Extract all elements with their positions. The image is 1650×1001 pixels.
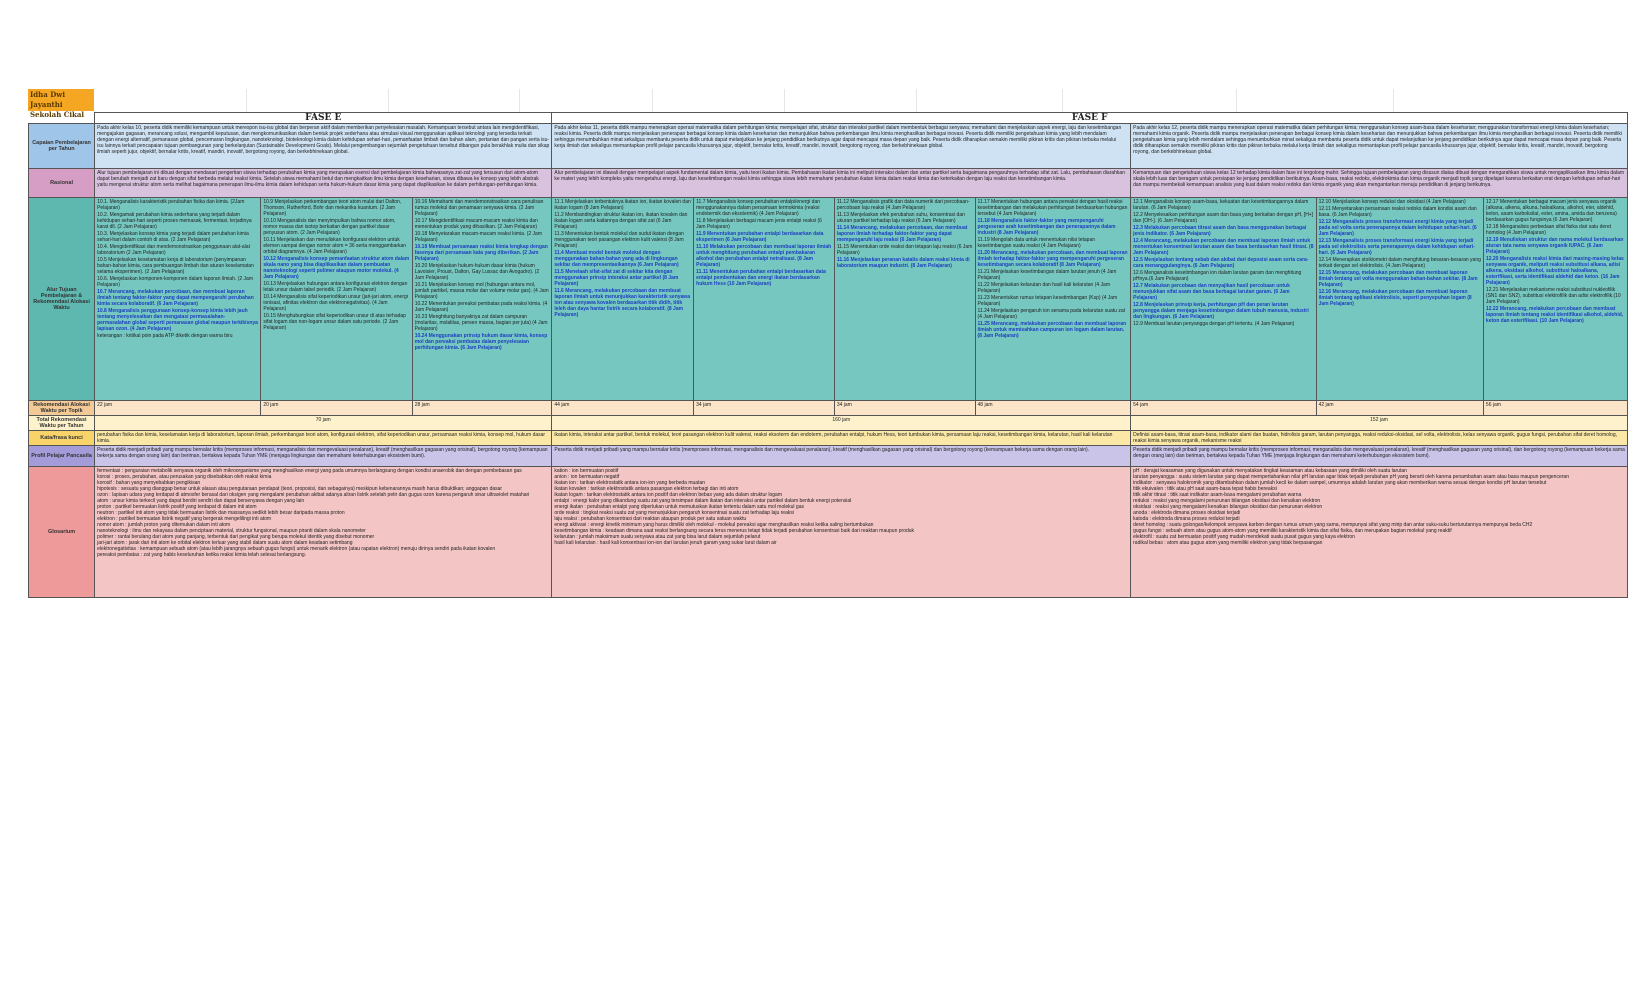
- alur-item: 12.20 Menganalisis reaksi kimia dari masing-masing kelas senyawa organik, meliputi reaksi substitusi alkana, adisi alkena, oksidasi alkohol, substitusi haloalkana, esterifikasi, serta identifikasi aldehid dan keton. (16 Jam Pelajaran): [1485, 256, 1624, 286]
- alur-item: 11.14 Merancang, melakukan percobaan, dan membuat laporan ilmiah terhadap faktor-faktor yang dapat mempengaruhi laju reaksi (6 Jam Pelajaran): [836, 225, 968, 243]
- glosarium-entry: katoda : elektroda dimana proses reduksi terjadi: [1133, 516, 1240, 522]
- alur-item: 12.6 Menganalisis kesetimbangan ion dalam larutan garam dan menghitung pHnya.(6 Jam Pelajaran): [1133, 270, 1302, 282]
- rekom-cell[interactable]: 28 jam: [412, 401, 552, 416]
- alur-item: 10.6. Menjelaskan komponen-komponen dalam laporan ilmiah. (2 Jam Pelajaran): [97, 276, 253, 288]
- alur-cell[interactable]: [694, 198, 835, 401]
- alur-cell[interactable]: [552, 198, 694, 401]
- alur-item: 10.22 Menentukan pereaksi pembatas pada reaksi kimia. (4 Jam Pelajaran): [414, 301, 548, 313]
- row-label-glosarium: Glosarium: [29, 467, 95, 598]
- alur-item: 12.11 Menyetarakan persamaan reaksi redoks dalam kondisi asam dan basa. (6 Jam Pelajaran): [1318, 206, 1477, 218]
- total-fase-e[interactable]: 70 jam: [95, 416, 552, 431]
- row-label-profil: Profil Pelajar Pancasila: [29, 446, 95, 467]
- alur-item: 11.25 Merancang, melakukan percobaan dan membuat laporan ilmiah untuk memisahkan campuran ion logam dalam larutan. (8 Jam Pelajaran): [977, 321, 1127, 339]
- alur-item: 11.16 Menjelaskan peranan katalis dalam reaksi kimia di laboratorium maupun industri. (8 Jam Pelajaran): [836, 257, 970, 269]
- alur-item: 11.23 Menentukan rumus tetapan kesetimbangan (Ksp) (4 Jam Pelajaran): [977, 295, 1118, 307]
- glosarium-entry: ozon : lapisan udara yang terdapat di atmosfer berasal dari oksigen yang mengalami perubahan akibat adanya aliran listrik setelah petir dan gugus ozon karena pengaruh sinar ultraviolet matahari: [97, 492, 530, 498]
- alur-cell[interactable]: [261, 198, 412, 401]
- rasional-fase-e[interactable]: Alur tujuan pembelajaran ini dibuat dengan mendasari pengertian siswa terhadap perubahan kimia yang merupakan esensi dari pembelajaran kimia bahwasanya zat-zat yang tersusun dari atom-atom dapat berubah menjadi zat baru dengan sifat berbeda melalui reaksi kimia. Setelah siswa memahami betul dan mengkaitkan ilmu kimia dengan keseharian, siswa dibawa ke konsep yang lebih abstrak yaitu mengenai struktur atom serta melihat bagaimana penerapan ilmu-ilmu kimia dalam kehidupan serta hukum-hukum dasar kimia yang dapat diaplikasikan ke dalam perhitungan-perhitungan kimia.: [95, 169, 552, 198]
- curriculum-sheet: [28, 89, 1628, 598]
- fase-e-header[interactable]: FASE E: [95, 113, 552, 124]
- glosarium-kelas-12[interactable]: [1131, 467, 1628, 598]
- alur-item: 10.1. Menganalisis karakteristik perubahan fisika dan kimia. (2Jam Pelajaran): [97, 199, 245, 211]
- alur-item: 10.5 Menjelaskan keselamatan kerja di laboratorium (penyimpanan bahan-bahan kimia, cara pembuangan limbah dan aturan keselamatan selama eksperimen). (2 Jam Pelajaran): [97, 257, 254, 275]
- fase-f-header[interactable]: FASE F: [552, 113, 1628, 124]
- row-label-total: Total Rekomendasi Waktu per Tahun: [29, 416, 95, 431]
- glosarium-entry: anion : ion bermuatan negatif: [554, 474, 620, 480]
- rekom-cell[interactable]: 42 jam: [1316, 401, 1483, 416]
- glosarium-entry: ikatan kovalen : tarikan elektrostatik antara pasangan elektron terbagi dan inti atom: [554, 486, 739, 492]
- alur-item: 10.11 Menjelaskan dan menuliskan konfigurasi elektron untuk elemen sampai dengan nomor atom = 36 serta menggambarkan orbital diagramnya. (4 Jam Pelajaran): [263, 237, 407, 255]
- glosarium-entry: deret homolog : suatu golongan/kelompok senyawa karbon dengan rumus umum yang sama, mempunyai sifat yang mirip dan antar suku-suku berturutannya mempunyai beda CH2: [1133, 522, 1533, 528]
- glosarium-entry: larutan penyangga : suatu sistem larutan yang dapat mempertahankan nilai pH larutan agar tidak terjadi perubahan pH yang berarti oleh karena penambahan asam atau basa maupun pengenceran: [1133, 474, 1569, 480]
- alur-item: 11.22 Menjelaskan kelarutan dan hasil kali kelarutan (4 Jam Pelajaran): [977, 282, 1110, 294]
- kata-kelas-11[interactable]: ikatan kimia, interaksi antar partikel, bentuk molekul, teori pasangan elektron kulit valensi, reaksi eksoterm dan endoterm, perubahan entalpi, hukum Hess, teori tumbukan kimia, persamaan laju reaksi, kesetimbangan kimia, kelarutan, hasil kali kelarutan: [552, 431, 1131, 446]
- alur-item: 11.10 Melakukan percobaan dan membuat laporan ilmiah untuk menghitung perubahan entalpi pembakaran alkohol dan perubahan entalpi netralisasi. (8 Jam Pelajaran): [696, 244, 832, 268]
- alur-item: keterangan : kritikal poin pada ATP diketik dengan warna biru: [97, 333, 233, 339]
- alur-item: 12.17 Menentukan berbagai macam jenis senyawa organik (alkana, alkena, alkuna, haloalkana, alkohol, eter, aldehid, keton, asam karboksilat, ester, amina, amida dan benzena) berdasarkan gugus fungsinya (6 Jam Pelajaran): [1485, 199, 1617, 223]
- alur-item: 10.21 Menjelaskan konsep mol (hubungan antara mol, jumlah partikel, massa molar dan volume molar gas). (4 Jam Pelajaran): [414, 282, 549, 300]
- glosarium-entry: kation : ion bermuatan positif: [554, 468, 619, 474]
- alur-item: 10.4. Mengidentifikasi dan mendemonstrasikan penggunaan alat-alat laboratorium (2 Jam Pelajaran): [97, 244, 250, 256]
- alur-item: 10.20 Menjelaskan hukum-hukum dasar kimia (hukum Lavoisier, Proust, Dalton, Gay Lussac dan Avogadro). (2 Jam Pelajaran): [414, 263, 540, 281]
- row-label-alur: Alur Tujuan Pembelajaran & Rekomendasi Alokasi Waktu: [29, 198, 95, 401]
- row-label-kata-kunci: Kata/frasa kunci: [29, 431, 95, 446]
- glosarium-entry: orde reaksi : tingkat reaksi suatu zat yang menunjukkan pengaruh konsentrasi suatu zat terhadap laju reaksi: [554, 510, 794, 516]
- rasional-row: [29, 169, 1628, 198]
- glosarium-entry: nanoteknologi : ilmu dan rekayasa dalam penciptaan material, struktur fungsional, maupun piranti dalam skala nanometer: [97, 528, 366, 534]
- glosarium-entry: laju reaksi : perubahan konsentrasi dari reaktan ataupun produk per satu satuan waktu: [554, 516, 747, 522]
- alur-item: 12.5 Menjelaskan tentang sebab dan akibat dari deposisi asam serta cara-cara menanggulanginya. (6 Jam Pelajaran): [1133, 257, 1309, 269]
- glosarium-entry: hipotesis : sesuatu yang dianggap benar untuk alasan atau pengutaraan pendapat (teori, proposisi, dan sebagainya) meskipun kebenarannya masih harus dibuktikan; anggapan dasar: [97, 486, 503, 492]
- glosarium-entry: radikal bebas : atom atau gugus atom yang memiliki elektron yang tidak berpasangan: [1133, 540, 1323, 546]
- alur-item: 11.18 Menganalisis faktor-faktor yang mempengaruhi pergeseran arah kesetimbangan dan penerapannya dalam industri (8 Jam Pelajaran): [977, 218, 1116, 236]
- alur-item: 12.9 Membuat larutan penyangga dengan pH tertentu. (4 Jam Pelajaran): [1133, 321, 1295, 327]
- alur-item: 10.9 Menjelaskan perkembangan teori atom mulai dari Dalton, Thomson, Rutherford, Bohr dan mekanika kuantum. (2 Jam Pelajaran): [263, 199, 402, 217]
- rekom-cell[interactable]: 48 jam: [975, 401, 1131, 416]
- glosarium-entry: pereaksi pembatas : zat yang habis keseluruhan ketika reaksi kimia telah selesai berlangsung.: [97, 552, 307, 558]
- alur-item: 12.19 Menuliskan struktur dan nama molekul berdasarkan aturan tata nama senyawa organik IUPAC. (6 Jam Pelajaran): [1485, 237, 1624, 255]
- alur-item: 12.3 Melakukan percobaan titrasi asam dan basa menggunakan berbagai jenis indikator. (6 Jam Pelajaran): [1133, 225, 1307, 237]
- alur-item: 12.2 Menyelesaikan perhitungan asam dan basa yang berkaitan dengan pH, [H+] dan [OH-]. (6 Jam Pelajaran): [1133, 212, 1314, 224]
- glosarium-entry: energi ikatan : perubahan entalpi yang diperlukan untuk memutuskan ikatan tertentu dalam satu mol molekul gas: [554, 504, 804, 510]
- alur-item: 10.2. Mengamati perubahan kimia sederhana yang terjadi dalam kehidupan sehari-hari seperti proses memasak, fermentasi, terjadinya karat dll. (2 Jam Pelajaran): [97, 212, 252, 230]
- capaian-kelas-11[interactable]: Pada akhir kelas 11, peserta didik mampu menerapkan operasi matematika dalam perhitungan kimia; mempelajari sifat, struktur dan interaksi partikel dalam membentuk berbagai senyawa; memahami dan menjelaskan aspek energi, laju dan kesetimbangan reaksi kimia. Peserta didik mampu menjelaskan penerapan berbagai konsep kimia dalam keseharian dan menunjukkan bahwa perkembangan ilmu kimia menghasilkan berbagai inovasi. Peserta didik memiliki pengetahuan kimia yang lebih mendalam sehingga menumbuhkan minat sekaligus membantu peserta didik untuk dapat melanjutkan ke jenjang pendidikan berikutnya agar dapat mencapai masa depan yang baik. Peserta didik diharapkan semakin memiliki pikiran kritis dan pikiran terbuka melalui kerja ilmiah dan sekaligus memantapkan profil pelajar pancasila khususnya jujur, objektif, bernalar kritis, kreatif, mandiri, inovatif, bergotong royong, dan berkebhinekaan global.: [552, 124, 1131, 169]
- alur-row: [29, 198, 1628, 401]
- alur-item: 11.13 Menjelaskan efek perubahan suhu, konsentrasi dan ukuran partikel terhadap laju reaksi (6 Jam Pelajaran): [836, 212, 965, 224]
- alur-item: 11.9 Menentukan perubahan entalpi berdasarkan data eksperimen (6 Jam Pelajaran): [696, 231, 824, 243]
- alur-cell[interactable]: [1316, 198, 1483, 401]
- alur-item: 12.13 Menganalisis proses transformasi energi kimia yang terjadi pada sel elektrolisis serta penerapannya dalam kehidupan sehari-hari. (6 Jam Pelajaran): [1318, 238, 1475, 256]
- alur-item: 10.3. Menjelaskan konsep kimia yang terjadi dalam perubahan kimia sehari-hari dalam contoh di atas. (2 Jam Pelajaran): [97, 231, 249, 243]
- kata-kunci-row: [29, 431, 1628, 446]
- alur-item: 11.3 Menentukan bentuk molekul dan sudut ikatan dengan menggunakan teori pasangan elektron kulit valensi (8 Jam Pelajaran): [554, 231, 684, 249]
- glosarium-row: [29, 467, 1628, 598]
- alur-item: 11.21 Menjelaskan kesetimbangan dalam larutan jenuh (4 Jam Pelajaran): [977, 269, 1117, 281]
- glosarium-entry: reduksi : reaksi yang mengalami penurunan bilangan oksidasi dan kenaikan elektron: [1133, 498, 1321, 504]
- alur-item: 12.12 Menganalisis proses transformasi energi kimia yang terjadi pada sel volta serta penerapannya dalam kehidupan sehari-hari. (6 Jam Pelajaran): [1318, 219, 1477, 237]
- kata-fase-e[interactable]: perubahan fisika dan kimia, keselamatan kerja di laboratorium, laporan ilmiah, perkembangan teori atom, konfigurasi elektron, sifat keperiodikan unsur, persamaan reaksi kimia, konsep mol, hukum dasar kimia.: [95, 431, 552, 446]
- alur-item: 11.5 Menelaah sifat-sifat zat di sekitar kita dengan menggunakan prinsip interaksi antar partikel (8 Jam Pelajaran): [554, 269, 679, 287]
- alur-cell[interactable]: [95, 198, 261, 401]
- glosarium-entry: ikatan ion : tarikan elektrostatik antara ion-ion yang berbeda muatan: [554, 480, 706, 486]
- alur-item: 11.24 Menjelaskan pengaruh ion senama pada kelarutan suatu zat (4 Jam Pelajaran): [977, 308, 1126, 320]
- profil-fase-e[interactable]: Peserta didik menjadi pribadi yang mampu bernalar kritis (memproses informasi, menganalisis dan mengevaluasi penalaran), kreatif (menghasilkan gagasan yang orisinal), bergotong royong (kemampuan bekerja sama dengan orang lain) dan beriman, bertakwa kepada Tuhan YME (menjaga lingkungan dan memahami keterhubungan ekosistem bumi).: [95, 446, 552, 467]
- capaian-row: [29, 124, 1628, 169]
- alur-item: 10.12 Menganalisis konsep pemanfaatan struktur atom dalam skala nano yang bisa diaplikasikan dalam pembuatan nanoteknologi seperti polimer ataupun motor molekul. (4 Jam Pelajaran): [263, 256, 410, 280]
- alur-item: 11.19 Mengolah data untuk menentukan nilai tetapan kesetimbangan suatu reaksi (4 Jam Pelajaran): [977, 237, 1096, 249]
- alur-item: 11.12 Menganalisis grafik dan data numerik dari percobaan-percobaan laju reaksi (4 Jam Pelajaran): [836, 199, 970, 211]
- alur-item: 11.1 Menjelaskan terbentuknya ikatan ion, ikatan kovalen dan ikatan logam (8 Jam Pelajaran): [554, 199, 691, 211]
- glosarium-entry: neutron : partikel inti atom yang tidak bermuatan listrik dan massanya sedikit lebih besar daripada massa proton: [97, 510, 345, 516]
- rekom-cell[interactable]: 22 jam: [95, 401, 261, 416]
- alur-item: 10.18 Menyetarakan macam-macam reaksi kimia. (2 Jam Pelajaran): [414, 231, 542, 243]
- alur-item: 11.4 Membuat model bentuk molekul dengan menggunakan bahan-bahan yang ada di lingkungan sekitar dan mempresentasikannya (6 Jam Pelajaran): [554, 250, 679, 268]
- alur-item: 12.16 Merancang, melakukan percobaan dan membuat laporan ilmiah tentang aplikasi elektrolisis, seperti penyepuhan logam (8 Jam Pelajaran): [1318, 289, 1472, 307]
- rasional-kelas-11[interactable]: Alur pembelajaran ini diawali dengan mempelajari aspek fundamental dalam kimia, yaitu teori ikatan kimia. Pembahasan ikatan kimia ini meliputi interaksi dalam dan antar partikel serta bagaimana pengaruhnya terhadap sifat zat. Lalu, pembahasan diarahkan ke materi yang lebih kompleks yaitu mengetahui energi, laju dan kesetimbangan reaksi kimia sehingga siswa lebih memahami perubahan ikatan kimia dalam reaksi kimia dan keterkaitan dengan laju reaksi dan kesetimbangan kimia.: [552, 169, 1131, 198]
- glosarium-entry: ikatan logam : tarikan elektrostatik antara ion positif dan elektron bebas yang ada dalam struktur logam: [554, 492, 783, 498]
- alur-item: 11.15 Menentukan orde reaksi dan tetapan laju reaksi (6 Jam Pelajaran): [836, 244, 973, 256]
- total-kelas-11[interactable]: 160 jam: [552, 416, 1131, 431]
- alur-item: 12.14 Menerapkan stoikiometri dalam menghitung besaran-besaran yang terkait dengan sel elektrolisis. (4 Jam Pelajaran): [1318, 257, 1481, 269]
- alur-item: 12.4 Merancang, melakukan percobaan dan membuat laporan ilmiah untuk menentukan konsentrasi larutan asam dan basa berdasarkan hasil titrasi. (8 Jam Pelajaran): [1133, 238, 1314, 256]
- alur-item: 12.22 Merancang, melakukan percobaan dan membuat laporan ilmiah tentang reaksi identifikasi alkohol, aldehid, keton dan esterifikasi. (10 Jam Pelajaran): [1485, 306, 1624, 324]
- rekom-cell[interactable]: 34 jam: [834, 401, 975, 416]
- glosarium-entry: korosi : proses, perubahan, atau perusakan yang disebabkan oleh reaksi kimia: [97, 474, 272, 480]
- glosarium-entry: anoda : elektroda dimana proses oksidasi terjadi: [1133, 510, 1241, 516]
- rekom-cell[interactable]: 20 jam: [261, 401, 412, 416]
- glosarium-entry: kelarutan : jumlah maksimum suatu senyawa atau zat yang bisa larut dalam sejumlah pelarut: [554, 534, 761, 540]
- capaian-kelas-12[interactable]: Pada akhir kelas 12, peserta didik mampu menerapkan operasi matematika dalam perhitungan kimia; menggunakan konsep asam-basa dalam keseharian; menggunakan transformasi energi kimia dalam keseharian; memahami kimia organik. Peserta didik mampu menjelaskan penerapan berbagai konsep kimia dalam keseharian dan menunjukkan bahwa perkembangan ilmu kimia menghasilkan berbagai inovasi. Peserta didik memiliki pengetahuan kimia yang lebih mendalam sehingga menumbuhkan minat sekaligus membantu peserta didik untuk dapat melanjutkan ke jenjang pendidikan berikutnya agar dapat mencapai masa depan yang baik. Peserta didik diharapkan semakin memiliki pikiran kritis dan pikiran terbuka melalui kerja ilmiah dan sekaligus memantapkan profil pelajar pancasila khususnya jujur, objektif, bernalar kritis, kreatif, mandiri, inovatif, bergotong royong, dan berkebhinekaan global.: [1131, 124, 1628, 169]
- glosarium-entry: gugus fungsi : sebuah atom atau gugus atom-atom yang memiliki karakteristik kimia dan sifat fisika, dan merupakan bagian molekul yang reaktif: [1133, 528, 1452, 534]
- alur-item: 10.13 Menjelaskan hubungan antara konfigurasi elektron dengan letak unsur dalam tabel periodik. (2 Jam Pelajaran): [263, 281, 408, 293]
- rekom-cell[interactable]: 56 jam: [1483, 401, 1627, 416]
- alur-item: 12.7 Melakukan percobaan dan menyajikan hasil percobaan untuk menunjukkan sifat asam dan basa berbagai larutan garam. (6 Jam Pelajaran): [1133, 283, 1290, 301]
- author-cell[interactable]: [28, 89, 94, 119]
- glosarium-entry: titik ekuivalen : titik atau pH saat asam-basa tepat habis bereaksi: [1133, 486, 1277, 492]
- total-row: [29, 416, 1628, 431]
- row-label-rekomendasi: Rekomendasi Alokasi Waktu per Topik: [29, 401, 95, 416]
- total-kelas-12[interactable]: 152 jam: [1131, 416, 1628, 431]
- rekom-cell[interactable]: 54 jam: [1131, 401, 1316, 416]
- author-name: Idha Dwi Jayanthi: [30, 90, 65, 109]
- glosarium-entry: indikator : senyawa halokromik yang ditambahkan dalam jumlah kecil ke dalam sampel, umumnya adalah larutan yang akan memberikan warna sesuai dengan kondisi pH larutan tersebut: [1133, 480, 1547, 486]
- glosarium-entry: energi aktivasi : energi kinetik minimum yang harus dimiliki oleh molekul - molekul pereaksi agar menghasilkan reaksi ketika saling bertumbukan: [554, 522, 874, 528]
- alur-item: 10.19 Membuat persamaan reaksi kimia lengkap dengan fasenya dari persamaan kata yang diberikan. (2 Jam Pelajaran): [414, 244, 548, 262]
- alur-item: 12.18 Menganalisis perbedaan sifat fisika dari satu deret homolog (4 Jam Pelajaran): [1485, 224, 1611, 236]
- alur-item: 11.8 Menjelaskan berbagai macam jenis entalpi reaksi (6 Jam Pelajaran): [696, 218, 822, 230]
- alur-item: 12.21 Menjelaskan mekanisme reaksi substitusi nukleofilik (SN1 dan SN2), substitusi elektrofilik dan adisi elektrofilik.(10 Jam Pelajaran): [1485, 287, 1621, 305]
- row-label-rasional: Rasional: [29, 169, 95, 198]
- glosarium-entry: elektrofil : suatu zat bermuatan positif yang mudah mendekati suatu pusat gugus yang kaya elektron: [1133, 534, 1355, 540]
- alur-item: 10.7 Merancang, melakukan percobaan, dan membuat laporan ilmiah tentang faktor-faktor yang dapat mempengaruhi perubahan kimia secara kolaboratif. (6 Jam Pelajaran): [97, 289, 254, 307]
- glosarium-entry: polimer : rantai berulang dari atom yang panjang, terbentuk dari pengikat yang berupa molekul identik yang disebut monomer: [97, 534, 375, 540]
- glosarium-entry: elektronegativitas : kemampuan sebuah atom (atau lebih jarangnya sebuah gugus fungsi) untuk menarik elektron (atau rapatan elektron) menuju dirinya sendiri pada ikatan kovalen: [97, 546, 496, 552]
- curriculum-table: [28, 112, 1628, 598]
- alur-cell[interactable]: [834, 198, 975, 401]
- alur-cell[interactable]: [412, 198, 552, 401]
- profil-row: [29, 446, 1628, 467]
- rekom-cell[interactable]: 44 jam: [552, 401, 694, 416]
- alur-item: 12.1 Menganalisis konsep asam-basa, kekuatan dan kesetimbangannya dalam larutan. (6 Jam Pelajaran): [1133, 199, 1309, 211]
- alur-item: 10.10 Menganalisis dan menyimpulkan bahwa nomor atom, nomor massa dan isotop berkaitan dengan partikel dasar penyusun atom. (2 Jam Pelajaran): [263, 218, 396, 236]
- glosarium-entry: kesetimbangan kimia : keadaan dimana saat reaksi berlangsung secara terus menerus tetapi tidak terjadi perubahan konsentrasi baik dari reaktan maupun produk: [554, 528, 915, 534]
- alur-item: 10.15 Menghubungkan sifat keperiodikan unsur di atas terhadap sifat logam dan non-logam unsur dalam satu periode. (2 Jam Pelajaran): [263, 313, 406, 331]
- glosarium-entry: hasil kali kelarutan : hasil kali konsentrasi ion-ion dari larutan jenuh garam yang sukar larut dalam air: [554, 540, 777, 546]
- profil-kelas-11[interactable]: Peserta didik menjadi pribadi yang mampu bernalar kritis (memproses informasi, menganalisis dan mengevaluasi penalaran), kreatif (menghasilkan gagasan yang orisinal) dan bergotong royong (kemampuan bekerja sama dengan orang lain).: [552, 446, 1131, 467]
- rekom-cell[interactable]: 34 jam: [694, 401, 835, 416]
- glosarium-entry: fermentasi : penguraian metabolik senyawa organik oleh mikroorganisme yang menghasilkan energi yang pada umumnya berlangsung dengan kondisi anaerobik dan dengan pembebasan gas: [97, 468, 522, 474]
- alur-item: 12.8 Menjelaskan prinsip kerja, perhitungan pH dan peran larutan penyangga dalam menjaga kesetimbangan dalam tubuh manusia, industri dan lingkungan. (6 Jam Pelajaran): [1133, 302, 1309, 320]
- alur-item: 10.14 Menganalisis sifat keperiodikan unsur (jari-jari atom, energi ionisasi, afinitas elektron dan elektronegativitas). (4 Jam Pelajaran): [263, 294, 408, 312]
- rasional-kelas-12[interactable]: Kemampuan dan pengetahuan siswa kelas 12 terhadap kimia dalam fase ini tergolong mahir. Sehingga tujuan pembelajaran yang disusun diatas dibuat dengan mengarahkan siswa untuk mengaplikasikan ilmu kimia dalam skala lebih luas dan beragam untuk persiapan ke jenjang pendidikan berikutnya. Asam-basa, reaksi redoks, elektrokimia dan kimia organik menjadi topik yang dipelajari karena berkaitan erat dengan kehidupan sehari-hari dan mampu membekali kemampuan analisis yang kuat dalam reaksi redoks dan kimia organik yang akan mengantarkan menuju pendidikan di jenjang berikutnya.: [1131, 169, 1628, 198]
- alur-cell[interactable]: [975, 198, 1131, 401]
- row-label-capaian: Capaian Pembelajaran per Tahun: [29, 124, 95, 169]
- alur-item: 11.20 Merancang, melakukan percobaan, dan membuat laporan ilmiah terhadap faktor-faktor yang mempengaruhi pergeseran kesetimbangan secara kolaboratif (8 Jam Pelajaran): [977, 250, 1128, 268]
- glosarium-entry: korosif : bahan yang menyebabkan pengikisan: [97, 480, 201, 486]
- alur-item: 10.17 Mengidentifikasi macam-macam reaksi kimia dan menentukan produk yang dihasilkan. (2 Jam Pelajaran): [414, 218, 538, 230]
- glosarium-entry: pH : derajat keasaman yang digunakan untuk menyatakan tingkat keasaman atau kebasaan yang dimiliki oleh suatu larutan: [1133, 468, 1407, 474]
- glosarium-entry: entalpi : energi kalor yang dikandung suatu zat yang tersimpan dalam ikatan dan interaksi antar partikel dalam bentuk energi potensial: [554, 498, 852, 504]
- alur-item: 10.16 Memahami dan mendemonstrasikan cara penulisan rumus molekul dan penamaan senyawa kimia. (2 Jam Pelajaran): [414, 199, 544, 217]
- alur-item: 10.23 Menghitung banyaknya zat dalam campuran (molaritas, molalitas, persen massa, bagian per juta) (4 Jam Pelajaran): [414, 314, 548, 332]
- alur-item: 10.8 Menganalisis penggunaan konsep-konsep kimia lebih jauh tentang menyelesaikan dan mengatasi permasalahan-permasalahan global seperti pemanasan global maupun terkikisnya lapisan ozon. (4 Jam Pelajaran): [97, 308, 258, 332]
- alur-item: 11.17 Menentukan hubungan antara pereaksi dengan hasil reaksi kesetimbangan dan melakukan perhitungan berdasarkan hubungan tersebut (4 Jam Pelajaran): [977, 199, 1128, 217]
- glosarium-entry: elektron : partikel bermuatan listrik negatif yang bergerak mengelilingi inti atom: [97, 516, 272, 522]
- alur-item: 11.7 Menganalisis konsep perubahan entalpi/energi dan menggunakannya dalam persamaan termokimia (reaksi endotermik dan eksotermik) (4 Jam Pelajaran): [696, 199, 821, 217]
- kata-kelas-12[interactable]: Definisi asam-basa, titrasi asam-basa, indikator alami dan buatan, hidrolisis garam, larutan penyangga, reaksi reduksi-oksidasi, sel volta, elektrolisis, kelas senyawa organik, gugus fungsi, perubahan sifat deret homolog, reaksi kimia senyawa organik, mekanisme reaksi: [1131, 431, 1628, 446]
- capaian-fase-e[interactable]: Pada akhir kelas 10, peserta didik memiliki kemampuan untuk merespon isu-isu global dan berperan aktif dalam memberikan penyelesaian masalah. Kemampuan tersebut antara lain mengidentifikasi, mengajukan gagasan, merancang solusi, mengambil keputusan, dan mengkomunikasikan dalam bentuk projek sederhana atau simulasi visual menggunakan aplikasi teknologi yang tersedia terkait dengan energi alternatif, pemanasan global, pencemaran lingkungan, nanoteknologi, bioteknologi kimia dalam kehidupan sehari-hari, pemanfaatan limbah dan bahan alam, pertanian dan pangan serta isu-isu lainnya terkait pencapaian tujuan pembangunan yang berkelanjutan (Sustainable Development Goals). Melalui pengembangan sejumlah pengetahuan tersebut dibangun pula berakhlak mulia dan sikap ilmiah seperti jujur, objektif, bernalar kritis, kreatif, mandiri, inovatif, bergotong royong, dan berkebhinekaan global.: [95, 124, 552, 169]
- alur-cell[interactable]: [1483, 198, 1627, 401]
- glosarium-entry: oksidasi : reaksi yang mengalami kenaikan bilangan oksidasi dan penurunan elektron: [1133, 504, 1323, 510]
- glosarium-entry: jari-jari atom : jarak dari inti atom ke orbital elektron terluar yang stabil dalam suatu atom dalam keadaan setimbang: [97, 540, 353, 546]
- alur-cell[interactable]: [1131, 198, 1316, 401]
- glosarium-fase-e[interactable]: [95, 467, 552, 598]
- alur-item: 10.24 Menggunakan prinsip hukum dasar kimia, konsep mol dan pereaksi pembatas dalam penyelesaian perhitungan kimia. (6 Jam Pelajaran): [414, 333, 548, 351]
- glosarium-entry: proton : partikel bermuatan listrik positif yang terdapat di dalam inti atom: [97, 504, 257, 510]
- alur-item: 11.6 Merancang, melakukan percobaan dan membuat laporan ilmiah untuk menunjukkan karakteristik senyawa ion atau senyawa kovalen berdasarkan titik didih, titik leleh dan daya hantar listrik secara kolaboratif. (8 Jam Pelajaran): [554, 288, 690, 318]
- glosarium-entry: titik akhir titrasi : titik saat indikator asam-basa mengalami perubahan warna: [1133, 492, 1302, 498]
- glosarium-entry: atom : unsur kimia terkecil yang dapat berdiri sendiri dan dapat bersenyawa dengan yang lain: [97, 498, 305, 504]
- alur-item: 11.2 Membandingkan struktur ikatan ion, ikatan kovalen dan ikatan logam serta kaitannya dengan sifat zat (6 Jam Pelajaran): [554, 212, 688, 230]
- school-name: Sekolah Cikal: [30, 110, 85, 119]
- glosarium-entry: nomor atom : jumlah proton yang ditemukan dalam inti atom: [97, 522, 231, 528]
- glosarium-kelas-11[interactable]: [552, 467, 1131, 598]
- profil-kelas-12[interactable]: Peserta didik menjadi pribadi yang mampu bernalar kritis (memproses informasi, menganalisis dan mengevaluasi penalaran), kreatif (menghasilkan gagasan yang orisinal), dan bergotong royong (kemampuan bekerja sama dengan orang lain) dan beriman, bertakwa kepada Tuhan YME (menjaga lingkungan dan memahami keterhubungan ekosistem bumi).: [1131, 446, 1628, 467]
- alur-item: 12.10 Menjelaskan konsep reduksi dan oksidasi (4 Jam Pelajaran): [1318, 199, 1466, 205]
- alur-item: 12.15 Merancang, melakukan percobaan dan membuat laporan ilmiah tentang sel volta menggunakan bahan-bahan sekitar. (8 Jam Pelajaran): [1318, 270, 1478, 288]
- fase-header-row: [29, 113, 1628, 124]
- alur-item: 11.11 Menentukan perubahan entalpi berdasarkan data entalpi pembentukan dan energi ikatan berdasarkan hukum Hess (10 Jam Pelajaran): [696, 269, 826, 287]
- rekomendasi-row: [29, 401, 1628, 416]
